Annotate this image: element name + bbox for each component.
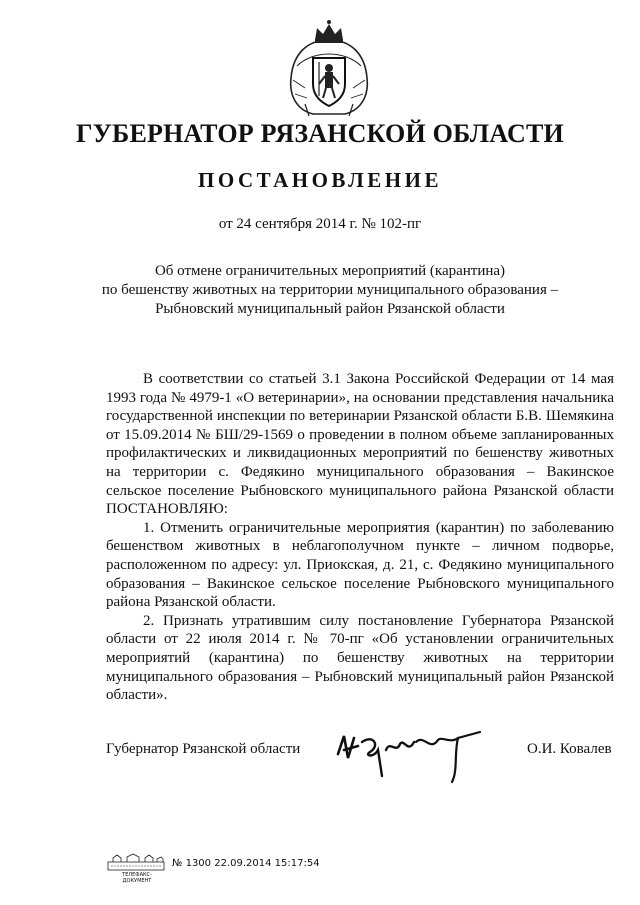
body-paragraph: В соответствии со статьей 3.1 Закона Российской Федерации от 14 мая 1993 года № 4979-1 «О ветеринарии», на основании представления начальника государственной инспекции по ветеринарии Рязанской области Б.В. Шемякина от 15.09.2014 № БШ/29-1569 о проведении в полном объеме запланированных профилактических и ликвидационных мероприятий по бешенству животных на территории с. Федякино муниципального образования – Вакинское сельское поселение Рыбновского муниципального района Рязанской области ПОСТАНОВЛЯЮ: (106, 371, 614, 518)
signatory-position: Губернатор Рязанской области (106, 741, 301, 757)
subject-line: Рыбновский муниципальный район Рязанской области (155, 301, 505, 317)
document-date-number: от 24 сентября 2014 г. № 102-пг (218, 216, 422, 232)
subject-line: по бешенству животных на территории муниципального образования – (101, 282, 559, 298)
registration-stamp-icon (107, 852, 165, 872)
document-type: ПОСТАНОВЛЕНИЕ (198, 168, 442, 192)
handwritten-signature (334, 724, 484, 786)
registration-number: № 1300 22.09.2014 15:17:54 (172, 858, 320, 869)
subject-line: Об отмене ограничительных мероприятий (карантина) (154, 263, 506, 279)
coat-of-arms-icon (283, 18, 375, 118)
body-paragraph: 1. Отменить ограничительные мероприятия (карантин) по заболеванию бешенством животных в неблагополучном пункте – личном подворье, расположенном по адресу: ул. Приокская, д. 21, с. Федякино муниципального образования – Вакинское сельское поселение Рыбновского муниципального района Рязанской области. (106, 519, 614, 611)
stamp-caption: ТЕЛЕФАКС-ДОКУМЕНТ (122, 872, 152, 884)
issuer-title: ГУБЕРНАТОР РЯЗАНСКОЙ ОБЛАСТИ (76, 119, 564, 148)
document-subject (100, 262, 560, 319)
signatory-name: О.И. Ковалев (527, 741, 612, 757)
body-paragraph: 2. Признать утратившим силу постановление Губернатора Рязанской области от 22 июля 2014 г. № 70-пг «Об установлении ограничительных мероприятий (карантина) по бешенству животных на территории муниципального образования – Рыбновский муниципальный район Рязанской области». (106, 612, 614, 704)
document-body (106, 370, 614, 705)
